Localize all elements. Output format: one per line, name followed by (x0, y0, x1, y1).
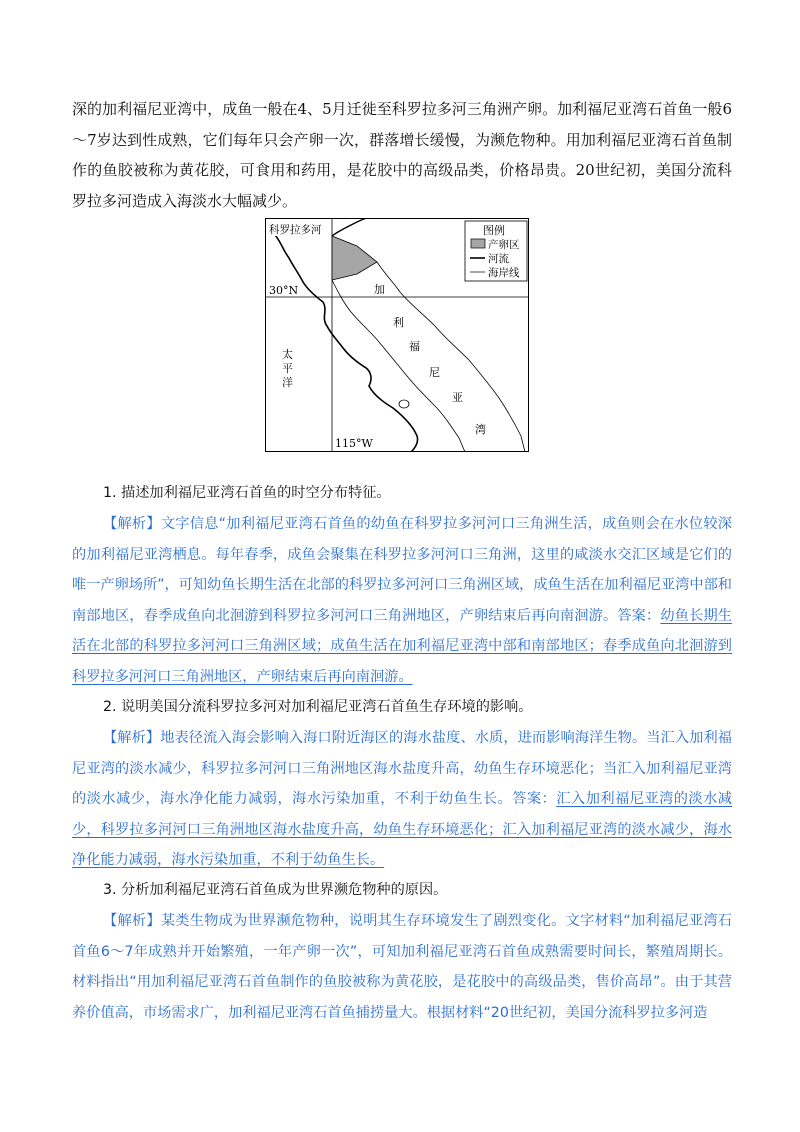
analysis-body: 某类生物成为世界濒危物种，说明其生存环境发生了剧烈变化。文字材料“加利福尼亚湾石首鱼6～7年成熟并开始繁殖，一年产卵一次”，可知加利福尼亚湾石首鱼成熟需要时间长，繁殖周期长。材料指出“用加利福尼亚湾石首鱼制作的鱼胶被称为黄花胶，是花胶中的高级品类，售价高昂”。由于其营养价值高，市场需求广，加利福尼亚湾石首鱼捕捞量大。根据材料“20世纪初，美国分流科罗拉多河造 (72, 913, 732, 1021)
gulf-label-char: 福 (409, 340, 420, 353)
gulf-label-char: 湾 (475, 423, 486, 436)
answer-text: 汇入加利福尼亚湾的淡水减少，科罗拉多河河口三角洲地区海水盐度升高，幼鱼生存环境恶化；汇入加利福尼亚湾的淡水减少，海水净化能力减弱，海水污染加重，不利于幼鱼生长。 (72, 791, 732, 868)
ocean-label-char: 洋 (282, 376, 293, 389)
longitude-label: 115°W (335, 437, 373, 450)
legend-spawn-swatch (471, 239, 485, 248)
latitude-label: 30°N (269, 284, 299, 297)
analysis-2 (72, 723, 732, 876)
ocean-label-char: 平 (282, 362, 293, 375)
analysis-tag: 【解析】 (103, 516, 161, 532)
analysis-tag: 【解析】 (103, 913, 161, 929)
analysis-tag: 【解析】 (103, 730, 161, 746)
question-1: 1. 描述加利福尼亚湾石首鱼的时空分布特征。 (103, 485, 391, 501)
analysis-body: 地表径流入海会影响入海口附近海区的海水盐度、水质，进而影响海洋生物。当汇入加利福尼亚湾的淡水减少，科罗拉多河河口三角洲地区海水盐度升高，幼鱼生存环境恶化；当汇入加利福尼亚湾的淡水减少，海水净化能力减弱，海水污染加重，不利于幼鱼生长。答案： (72, 730, 732, 807)
question-2: 2. 说明美国分流科罗拉多河对加利福尼亚湾石首鱼生存环境的影响。 (103, 699, 533, 715)
question-3: 3. 分析加利福尼亚湾石首鱼成为世界濒危物种的原因。 (103, 882, 448, 898)
legend-title: 图例 (483, 224, 505, 237)
legend-coast-label: 海岸线 (488, 267, 520, 279)
analysis-1 (72, 509, 732, 692)
gulf-label-char: 尼 (429, 366, 440, 379)
gulf-label-char: 亚 (452, 391, 463, 404)
ocean-label-char: 太 (282, 348, 293, 361)
gulf-label-char: 利 (393, 316, 404, 329)
map-legend (465, 221, 527, 281)
river-label: 科罗拉多河 (269, 224, 322, 236)
legend-river-label: 河流 (488, 253, 509, 265)
analysis-3 (72, 906, 732, 1028)
analysis-body: 文字信息“加利福尼亚湾石首鱼的幼鱼在科罗拉多河河口三角洲生活，成鱼则会在水位较深的加利福尼亚湾栖息。每年春季，成鱼会聚集在科罗拉多河河口三角洲，这里的咸淡水交汇区域是它们的唯一产卵场所”，可知幼鱼长期生活在北部的科罗拉多河河口三角洲区域，成鱼生活在加利福尼亚湾中部和南部地区，春季成鱼向北洄游到科罗拉多河河口三角洲地区，产卵结束后再向南洄游。答案： (72, 516, 732, 624)
legend-spawn-label: 产卵区 (488, 239, 520, 251)
gulf-label-char: 加 (374, 283, 385, 296)
gulf-of-california-map (265, 218, 529, 452)
answer-text: 幼鱼长期生活在北部的科罗拉多河河口三角洲区域；成鱼生活在加利福尼亚湾中部和南部地区；春季成鱼向北洄游到科罗拉多河河口三角洲地区，产卵结束后再向南洄游。 (72, 607, 732, 685)
intro-paragraph: 深的加利福尼亚湾中，成鱼一般在4、5月迁徙至科罗拉多河三角洲产卵。加利福尼亚湾石首鱼一般6～7岁达到性成熟，它们每年只会产卵一次，群落增长缓慢，为濒危物种。用加利福尼亚湾石首鱼制作的鱼胶被称为黄花胶，可食用和药用，是花胶中的高级品类，价格昂贵。20世纪初，美国分流科罗拉多河造成入海淡水大幅减少。 (72, 100, 732, 210)
